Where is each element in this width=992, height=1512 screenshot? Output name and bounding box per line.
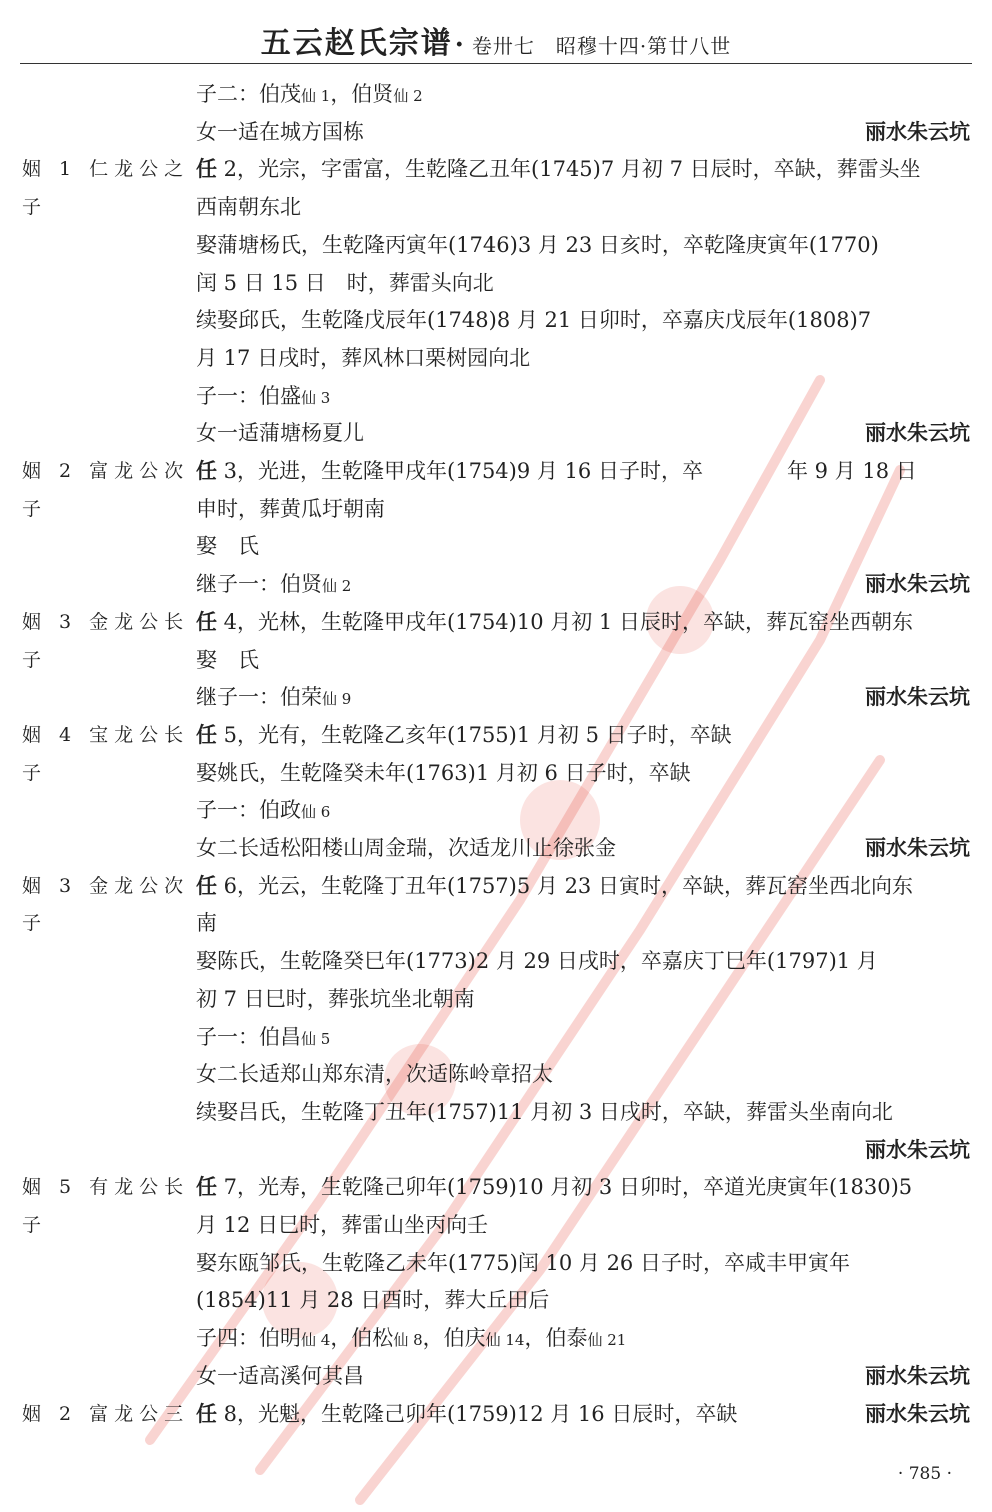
relation-note: 子 bbox=[22, 649, 48, 671]
entry-text: (1854)11 月 28 日酉时，葬大丘田后 bbox=[196, 1288, 550, 1312]
entry-id: 任 bbox=[196, 722, 217, 747]
entry-id: 任 bbox=[196, 1174, 217, 1199]
entry-text: 申时，葬黄瓜圩朝南 bbox=[196, 497, 385, 521]
place-label: 丽水朱云坑 bbox=[865, 684, 970, 709]
entry-text: ，伯泰 bbox=[524, 1326, 588, 1350]
entry-text: 7，光寿，生乾隆己卯年(1759)10 月初 3 日卯时，卒道光庚寅年(1830)5 bbox=[217, 1175, 913, 1199]
entry-id: 任 bbox=[196, 873, 217, 898]
entry-line bbox=[196, 1213, 488, 1237]
entry-line bbox=[196, 610, 913, 634]
generation-note: 仙 21 bbox=[587, 1331, 627, 1349]
entry-line bbox=[196, 534, 259, 558]
entry-line bbox=[196, 384, 330, 410]
entry-text: 南 bbox=[196, 911, 217, 935]
generation-note: 仙 8 bbox=[393, 1331, 423, 1349]
relation-note: 姻 2 富龙公次 bbox=[22, 460, 190, 482]
generation-note: 仙 2 bbox=[393, 87, 423, 105]
entry-line bbox=[196, 308, 871, 332]
relation-note: 子 bbox=[22, 912, 48, 934]
entry-text: 闰 5 日 15 日 时，葬雷头向北 bbox=[196, 271, 494, 295]
entry-line bbox=[196, 157, 921, 181]
entry-text: 娶东瓯邹氏，生乾隆乙未年(1775)闰 10 月 26 日子时，卒咸丰甲寅年 bbox=[196, 1251, 850, 1275]
entry-line bbox=[196, 1364, 364, 1388]
entry-line bbox=[196, 82, 423, 108]
entry-text: 初 7 日巳时，葬张坑坐北朝南 bbox=[196, 987, 475, 1011]
entry-text: 5，光有，生乾隆乙亥年(1755)1 月初 5 日子时，卒缺 bbox=[217, 723, 732, 747]
book-title: 五云赵氏宗谱 bbox=[260, 26, 453, 61]
entry-line bbox=[196, 761, 691, 785]
entry-line bbox=[196, 987, 475, 1011]
generation-note: 仙 5 bbox=[301, 1030, 331, 1048]
entry-id: 任 bbox=[196, 458, 217, 483]
entry-text: 娶姚氏，生乾隆癸未年(1763)1 月初 6 日子时，卒缺 bbox=[196, 761, 691, 785]
entry-line bbox=[196, 497, 385, 521]
entry-line bbox=[196, 911, 217, 935]
entry-text: 西南朝东北 bbox=[196, 195, 301, 219]
entry-text: 续娶邱氏，生乾隆戊辰年(1748)8 月 21 日卯时，卒嘉庆戊辰年(1808)7 bbox=[196, 308, 872, 332]
generation-note: 仙 2 bbox=[322, 577, 352, 595]
relation-note: 姻 3 金龙公长 bbox=[22, 611, 190, 633]
entry-line bbox=[196, 459, 917, 483]
entry-text: 继子一：伯荣 bbox=[196, 685, 322, 709]
entry-line bbox=[196, 648, 259, 672]
entry-text: 子二：伯茂 bbox=[196, 82, 301, 106]
entry-text: 月 12 日巳时，葬雷山坐丙向壬 bbox=[196, 1213, 489, 1237]
place-label: 丽水朱云坑 bbox=[865, 1363, 970, 1388]
entry-text: 3，光进，生乾隆甲戌年(1754)9 月 16 日子时，卒 年 9 月 18 日 bbox=[217, 459, 917, 483]
entry-id: 任 bbox=[196, 156, 217, 181]
relation-note: 姻 2 富龙公三 bbox=[22, 1403, 190, 1425]
entry-text: 女一适在城方国栋 bbox=[196, 120, 364, 144]
entry-text: 女一适高溪何其昌 bbox=[196, 1364, 364, 1388]
page-header bbox=[0, 18, 992, 62]
entry-text: 6，光云，生乾隆丁丑年(1757)5 月 23 日寅时，卒缺，葬瓦窑坐西北向东 bbox=[217, 874, 913, 898]
entry-line bbox=[196, 723, 732, 747]
entry-line bbox=[196, 874, 913, 898]
entry-text: 续娶吕氏，生乾隆丁丑年(1757)11 月初 3 日戌时，卒缺，葬雷头坐南向北 bbox=[196, 1100, 893, 1124]
entry-line bbox=[196, 1402, 737, 1426]
entry-line bbox=[196, 1326, 626, 1352]
entry-text: 女二长适郑山郑东清，次适陈岭章招太 bbox=[196, 1062, 553, 1086]
place-label: 丽水朱云坑 bbox=[865, 420, 970, 445]
entry-line bbox=[196, 1288, 549, 1312]
header-rule bbox=[20, 63, 972, 64]
relation-note: 子 bbox=[22, 498, 48, 520]
entry-id: 任 bbox=[196, 609, 217, 634]
place-label: 丽水朱云坑 bbox=[865, 571, 970, 596]
entry-text: ，伯庆 bbox=[422, 1326, 486, 1350]
entry-text: 娶 氏 bbox=[196, 648, 259, 672]
generation-note: 仙 9 bbox=[322, 690, 352, 708]
relation-note: 子 bbox=[22, 762, 48, 784]
volume-subtitle: 卷卅七 昭穆十四·第廿八世 bbox=[471, 34, 732, 58]
entry-line bbox=[196, 271, 494, 295]
entry-line bbox=[196, 949, 878, 973]
generation-note: 仙 4 bbox=[301, 1331, 331, 1349]
entry-text: ，伯松 bbox=[330, 1326, 394, 1350]
entry-text: 继子一：伯贤 bbox=[196, 572, 322, 596]
entry-line bbox=[196, 346, 530, 370]
entry-line bbox=[196, 1100, 893, 1124]
entry-text: 娶 氏 bbox=[196, 534, 259, 558]
relation-note: 姻 5 有龙公长 bbox=[22, 1176, 190, 1198]
generation-note: 仙 1 bbox=[301, 87, 331, 105]
entry-line bbox=[196, 1251, 850, 1275]
entry-text: 女二长适松阳楼山周金瑞，次适龙川止徐张金 bbox=[196, 836, 616, 860]
entry-text: 娶陈氏，生乾隆癸巳年(1773)2 月 29 日戌时，卒嘉庆丁巳年(1797)1 月 bbox=[196, 949, 878, 973]
page-number: · 785 · bbox=[897, 1464, 952, 1484]
entry-text: 月 17 日戌时，葬风林口栗树园向北 bbox=[196, 346, 531, 370]
relation-note: 姻 3 金龙公次 bbox=[22, 875, 190, 897]
place-label: 丽水朱云坑 bbox=[865, 1401, 970, 1426]
relation-note: 姻 4 宝龙公长 bbox=[22, 724, 190, 746]
entry-line bbox=[196, 233, 879, 257]
entry-text: 子一：伯盛 bbox=[196, 384, 301, 408]
entry-line bbox=[196, 572, 351, 598]
entry-id: 任 bbox=[196, 1401, 217, 1426]
entry-line bbox=[196, 1062, 553, 1086]
entry-text: 子一：伯政 bbox=[196, 798, 301, 822]
generation-note: 仙 3 bbox=[301, 389, 331, 407]
entry-text: 女一适蒲塘杨夏儿 bbox=[196, 421, 364, 445]
entry-line bbox=[196, 120, 364, 144]
place-label: 丽水朱云坑 bbox=[865, 119, 970, 144]
relation-note: 子 bbox=[22, 1214, 48, 1236]
entry-line bbox=[196, 1025, 330, 1051]
place-label: 丽水朱云坑 bbox=[865, 1137, 970, 1162]
entry-text: ，伯贤 bbox=[330, 82, 394, 106]
entry-text: 2，光宗，字雷富，生乾隆乙丑年(1745)7 月初 7 日辰时，卒缺，葬雷头坐 bbox=[217, 157, 921, 181]
entry-text: 娶蒲塘杨氏，生乾隆丙寅年(1746)3 月 23 日亥时，卒乾隆庚寅年(1770) bbox=[196, 233, 879, 257]
entry-line bbox=[196, 836, 616, 860]
generation-note: 仙 14 bbox=[485, 1331, 525, 1349]
place-label: 丽水朱云坑 bbox=[865, 835, 970, 860]
relation-note: 姻 1 仁龙公之 bbox=[22, 158, 190, 180]
entry-text: 8，光魁，生乾隆己卯年(1759)12 月 16 日辰时，卒缺 bbox=[217, 1402, 738, 1426]
entry-line bbox=[196, 1175, 912, 1199]
title-separator: · bbox=[454, 30, 464, 60]
entry-line bbox=[196, 421, 364, 445]
entry-text: 4，光林，生乾隆甲戌年(1754)10 月初 1 日辰时，卒缺，葬瓦窑坐西朝东 bbox=[217, 610, 913, 634]
entry-text: 子一：伯昌 bbox=[196, 1025, 301, 1049]
generation-note: 仙 6 bbox=[301, 803, 331, 821]
relation-note: 子 bbox=[22, 196, 48, 218]
entry-line bbox=[196, 195, 301, 219]
entry-text: 子四：伯明 bbox=[196, 1326, 301, 1350]
entry-line bbox=[196, 798, 330, 824]
entry-line bbox=[196, 685, 351, 711]
